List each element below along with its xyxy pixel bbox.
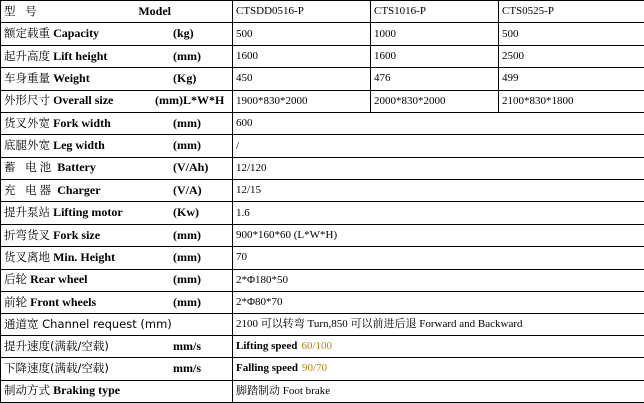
label-cn: 额定载重 <box>4 27 50 41</box>
row-label-overall-size <box>1 90 233 112</box>
label-unit: mm/s <box>173 338 201 353</box>
label-cn: 型 号 <box>4 5 40 19</box>
cell-weight-3: 499 <box>499 68 644 90</box>
table-row <box>1 380 644 403</box>
table-row <box>1 224 644 246</box>
row-label-rear-wheel <box>1 269 233 291</box>
cell-battery: 12/120 <box>233 157 644 179</box>
label-cn: 货叉离地 <box>4 250 50 264</box>
label-en: Battery <box>57 161 96 175</box>
label-cn: 前轮 <box>4 295 27 309</box>
table-row <box>1 180 644 202</box>
label-en: Braking type <box>53 384 121 398</box>
cell-lifting-motor: 1.6 <box>233 202 644 224</box>
cell-lift-height-1: 1600 <box>233 45 371 67</box>
label-unit: (mm) <box>173 249 201 264</box>
label-en: Model <box>138 3 171 18</box>
cell-model-2: CTS1016-P <box>371 1 499 23</box>
cell-channel-request: 2100 可以转弯 Turn,850 可以前进后退 Forward and Backward <box>233 314 644 336</box>
table-row <box>1 112 644 134</box>
table-row <box>1 247 644 269</box>
cell-fork-size: 900*160*60 (L*W*H) <box>233 224 644 246</box>
table-row <box>1 135 644 157</box>
cell-model-3: CTS0525-P <box>499 1 644 23</box>
row-label-lifting-speed <box>1 335 233 357</box>
row-label-battery <box>1 157 233 179</box>
row-label-leg-width <box>1 135 233 157</box>
row-label-lift-height <box>1 45 233 67</box>
label-unit: (Kg) <box>173 70 197 85</box>
label-cn: 底腿外宽 <box>4 139 50 153</box>
row-label-fork-size <box>1 224 233 246</box>
label-unit: (mm)L*W*H <box>155 93 225 108</box>
label-en: Charger <box>57 183 101 197</box>
table-row <box>1 202 644 224</box>
cell-leg-width: / <box>233 135 644 157</box>
sublabel-lifting-speed: Lifting speed <box>236 340 298 353</box>
cell-lift-height-3: 2500 <box>499 45 644 67</box>
label-cn: 提升速度(满载/空载) <box>4 339 109 353</box>
label-unit: (kg) <box>173 26 194 41</box>
label-en: Rear wheel <box>30 273 88 287</box>
label-unit: (mm) <box>173 138 201 153</box>
cell-lifting-speed <box>233 335 644 357</box>
cell-overall-size-2: 2000*830*2000 <box>371 90 499 112</box>
label-cn: 货叉外宽 <box>4 116 50 130</box>
cell-weight-2: 476 <box>371 68 499 90</box>
cell-braking-type: 脚踏制动 Foot brake <box>233 380 644 403</box>
label-unit: mm/s <box>173 360 201 375</box>
label-unit: (Kw) <box>173 205 199 220</box>
cell-weight-1: 450 <box>233 68 371 90</box>
label-en: Lifting motor <box>53 206 123 220</box>
row-label-front-wheels <box>1 291 233 313</box>
label-en: Fork width <box>53 116 111 130</box>
row-label-fork-width <box>1 112 233 134</box>
row-label-weight <box>1 68 233 90</box>
table-row <box>1 23 644 45</box>
cell-capacity-1: 500 <box>233 23 371 45</box>
table-row <box>1 269 644 291</box>
table-row <box>1 157 644 179</box>
table-row <box>1 68 644 90</box>
table-row <box>1 291 644 313</box>
label-unit: (mm) <box>173 115 201 130</box>
label-cn: 制动方式 <box>4 384 50 398</box>
label-en: Fork size <box>53 228 101 242</box>
label-en: Min. Height <box>53 250 116 264</box>
cell-min-height: 70 <box>233 247 644 269</box>
subvalue-lifting-speed: 60/100 <box>301 340 332 353</box>
label-cn: 蓄 电池 <box>4 161 55 175</box>
label-en: Front wheels <box>30 295 97 309</box>
cell-model-1: CTSDD0516-P <box>233 1 371 23</box>
label-unit: (V/A) <box>173 182 202 197</box>
row-label-capacity <box>1 23 233 45</box>
cell-rear-wheel: 2*Φ180*50 <box>233 269 644 291</box>
label-cn: 起升高度 <box>4 49 50 63</box>
row-label-model <box>1 1 233 23</box>
label-cn: 车身重量 <box>4 71 50 85</box>
cell-capacity-3: 500 <box>499 23 644 45</box>
row-label-channel-request <box>1 314 233 336</box>
table-row <box>1 45 644 67</box>
row-label-min-height <box>1 247 233 269</box>
cell-overall-size-1: 1900*830*2000 <box>233 90 371 112</box>
cell-overall-size-3: 2100*830*1800 <box>499 90 644 112</box>
label-cn: 充 电器 <box>4 183 55 197</box>
row-label-charger <box>1 180 233 202</box>
label-cn: 下降速度(满载/空载) <box>4 362 109 376</box>
cell-falling-speed <box>233 358 644 380</box>
subvalue-falling-speed: 90/70 <box>302 362 328 375</box>
label-en: Weight <box>53 71 90 85</box>
table-row <box>1 335 644 357</box>
label-cn: 通道宽 Channel request (mm) <box>4 317 172 331</box>
label-cn: 后轮 <box>4 273 27 287</box>
table-row <box>1 358 644 380</box>
cell-capacity-2: 1000 <box>371 23 499 45</box>
label-cn: 折弯货叉 <box>4 228 50 242</box>
label-cn: 外形尺寸 <box>4 94 50 108</box>
cell-front-wheels: 2*Φ80*70 <box>233 291 644 313</box>
label-cn: 提升泵站 <box>4 206 50 220</box>
label-en: Lift height <box>53 49 108 63</box>
row-label-lifting-motor <box>1 202 233 224</box>
table-row <box>1 90 644 112</box>
row-label-falling-speed <box>1 358 233 380</box>
label-en: Overall size <box>53 94 114 108</box>
row-label-braking-type <box>1 380 233 403</box>
label-unit: (mm) <box>173 227 201 242</box>
label-unit: (mm) <box>173 272 201 287</box>
cell-charger: 12/15 <box>233 180 644 202</box>
sublabel-falling-speed: Falling speed <box>236 362 299 375</box>
label-en: Capacity <box>53 27 100 41</box>
label-unit: (mm) <box>173 294 201 309</box>
label-unit: (mm) <box>173 48 201 63</box>
label-en: Leg width <box>53 139 105 153</box>
table-row <box>1 314 644 336</box>
cell-lift-height-2: 1600 <box>371 45 499 67</box>
label-unit: (V/Ah) <box>173 160 209 175</box>
table-row <box>1 1 644 23</box>
cell-fork-width: 600 <box>233 112 644 134</box>
